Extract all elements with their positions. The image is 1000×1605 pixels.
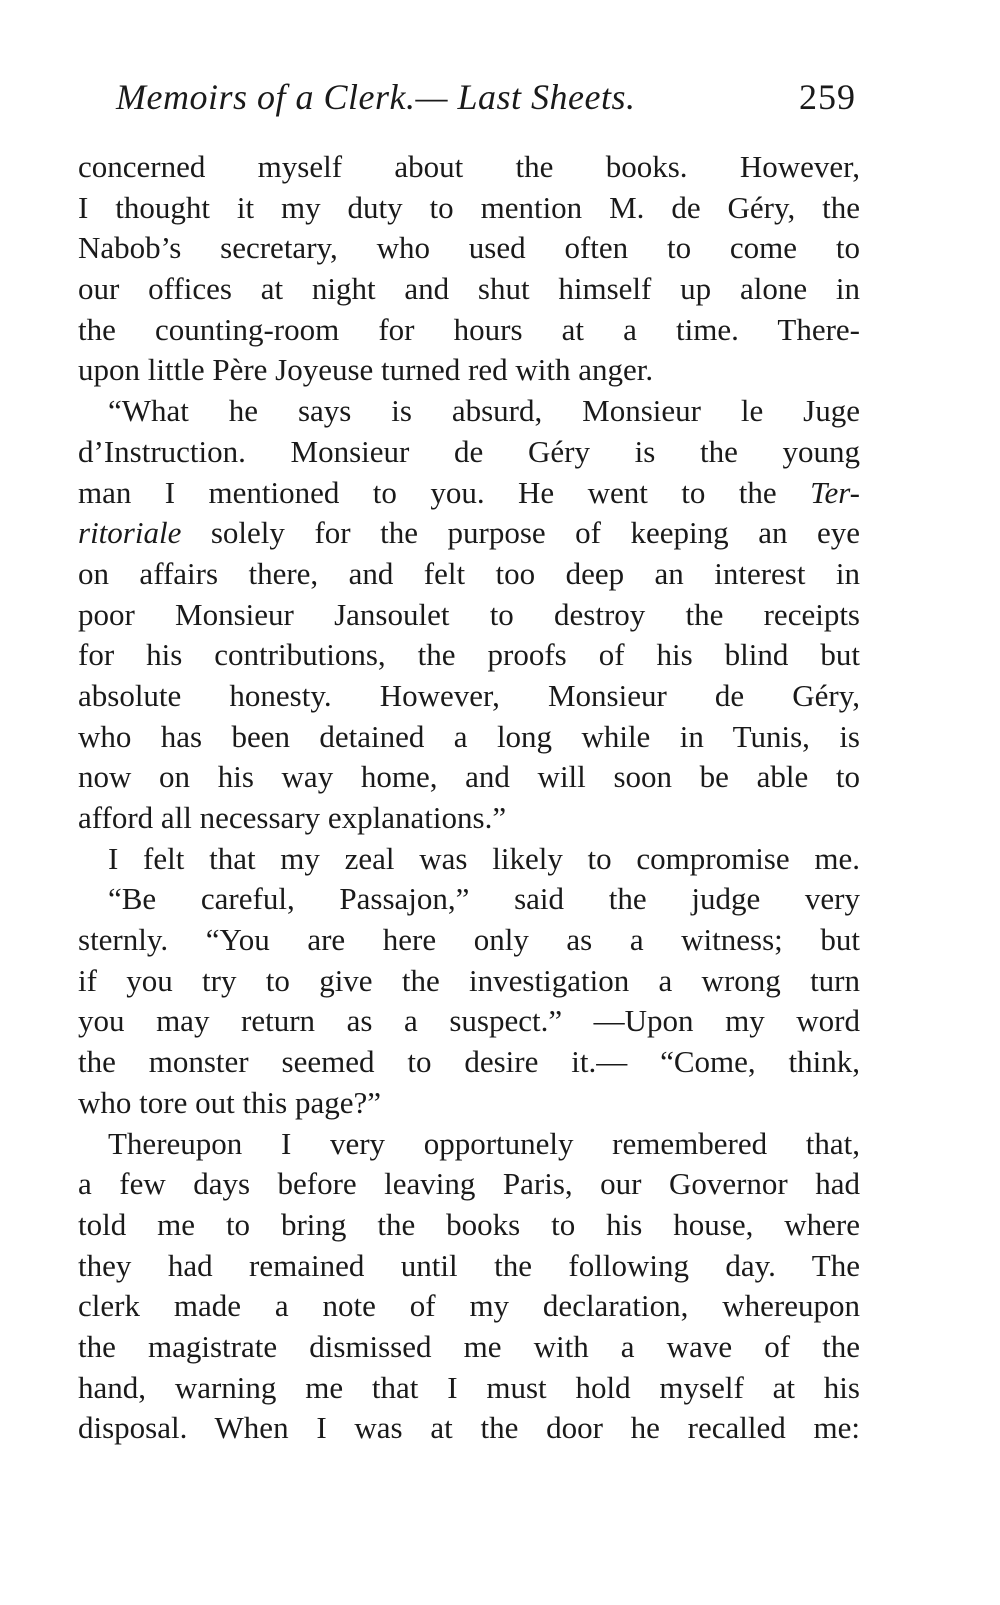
text-line: you may return as a suspect.” —Upon my word: [78, 1003, 860, 1039]
text-line: if you try to give the investigation a wrong turn: [78, 962, 860, 998]
page-number: 259: [799, 77, 856, 117]
text-line: a few days before leaving Paris, our Governor had: [78, 1166, 860, 1202]
text-line: ritoriale solely for the purpose of keeping an eye: [78, 515, 860, 551]
text-line: told me to bring the books to his house, where: [78, 1206, 860, 1242]
text-line: absolute honesty. However, Monsieur de Géry,: [78, 677, 860, 713]
text-line: man I mentioned to you. He went to the Ter-: [78, 474, 860, 510]
body-text: [78, 147, 860, 1449]
text-line: Thereupon I very opportunely remembered that,: [108, 1125, 860, 1161]
text-line: clerk made a note of my declaration, whereupon: [78, 1288, 860, 1324]
text-line: the counting-room for hours at a time. There-: [78, 311, 860, 347]
text-line: who tore out this page?”: [78, 1084, 382, 1120]
text-line: “What he says is absurd, Monsieur le Juge: [108, 393, 860, 429]
text-line: now on his way home, and will soon be able to: [78, 759, 860, 795]
text-line: afford all necessary explanations.”: [78, 800, 507, 835]
text-line: sternly. “You are here only as a witness; but: [78, 922, 860, 958]
text-line: disposal. When I was at the door he recalled me:: [78, 1410, 860, 1446]
text-line: our offices at night and shut himself up alone in: [78, 271, 860, 307]
text-line: d’Instruction. Monsieur de Géry is the young: [78, 433, 860, 469]
running-head: [116, 72, 856, 122]
text-line: for his contributions, the proofs of his blind but: [78, 637, 860, 673]
text-line: hand, warning me that I must hold myself at his: [78, 1369, 860, 1405]
text-line: upon little Père Joyeuse turned red with anger.: [78, 352, 654, 388]
text-line: concerned myself about the books. However,: [78, 149, 860, 184]
running-head-title: Memoirs of a Clerk.— Last Sheets.: [116, 77, 636, 117]
text-line: I thought it my duty to mention M. de Géry, the: [78, 189, 860, 225]
text-line: the monster seemed to desire it.— “Come, think,: [78, 1044, 860, 1080]
text-line: I felt that my zeal was likely to compromise me.: [108, 840, 860, 876]
text-line: Nabob’s secretary, who used often to come to: [78, 230, 860, 266]
text-line: the magistrate dismissed me with a wave of the: [78, 1328, 860, 1364]
text-line: “Be careful, Passajon,” said the judge very: [108, 881, 860, 917]
text-line: poor Monsieur Jansoulet to destroy the receipts: [78, 596, 860, 632]
text-line: who has been detained a long while in Tunis, is: [78, 718, 860, 754]
text-line: they had remained until the following day. The: [78, 1247, 860, 1283]
text-line: on affairs there, and felt too deep an interest in: [78, 555, 860, 591]
